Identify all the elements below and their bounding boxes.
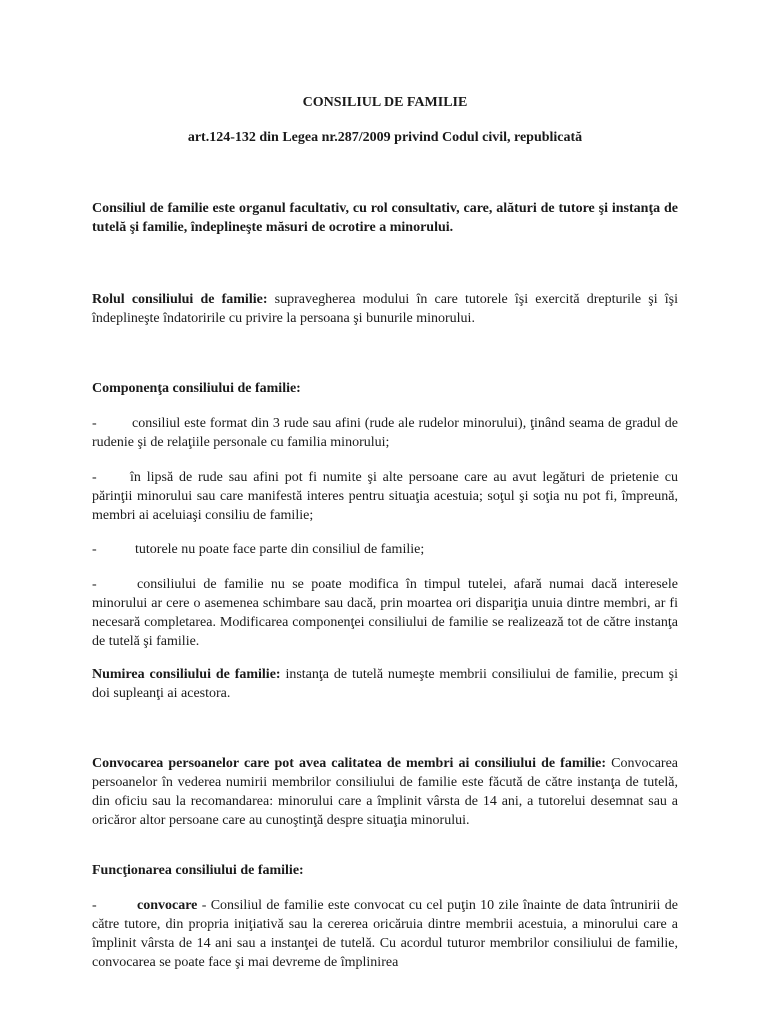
list-dash: - <box>92 577 97 592</box>
functionarea-item-1 <box>92 896 678 972</box>
rol-text: supravegherea modului în care tutorele îşi exercită drepturile şi îşi îndeplineşte îndatoririle cu privire la persoana şi bunurile minorului. <box>92 292 678 326</box>
document-page <box>92 0 678 1024</box>
rol-label: Rolul consiliului de familie: <box>92 292 268 307</box>
convocare-label: convocare <box>137 898 198 913</box>
componenta-item-3-text: tutorele nu poate face parte din consiliul de familie; <box>135 542 425 557</box>
list-dash: - <box>92 898 97 913</box>
componenta-item-4 <box>92 575 678 651</box>
convocarea-label: Convocarea persoanelor care pot avea calitatea de membri ai consiliului de familie: <box>92 756 607 771</box>
document-subtitle: art.124-132 din Legea nr.287/2009 privind Codul civil, republicată <box>187 130 583 145</box>
list-dash: - <box>92 416 97 431</box>
convocarea-paragraph <box>92 754 678 830</box>
functionarea-heading: Funcţionarea consiliului de familie: <box>92 863 304 878</box>
convocare-text: - Consiliul de familie este convocat cu cel puţin 10 zile înainte de data întrunirii de către tutore, din propria iniţiativă sau la cererea oricăruia dintre membrii acestuia, a minorului care a împlinit vârsta de 14 ani sau a instanţei de tutelă. Cu acordul tuturor membrilor consiliului de familie, convocarea se poate face şi mai devreme de împlinirea <box>92 898 678 970</box>
componenta-item-3 <box>92 540 678 559</box>
componenta-item-1 <box>92 414 678 452</box>
numirea-paragraph <box>92 665 678 703</box>
document-title: CONSILIUL DE FAMILIE <box>302 95 468 110</box>
intro-paragraph: Consiliul de familie este organul facultativ, cu rol consultativ, care, alături de tutore şi instanţa de tutelă şi familie, îndeplineşte măsuri de ocrotire a minorului. <box>92 201 678 235</box>
numirea-text: instanţa de tutelă numeşte membrii consiliului de familie, precum şi doi supleanţi ai acestora. <box>92 667 678 701</box>
numirea-label: Numirea consiliului de familie: <box>92 667 281 682</box>
componenta-item-2-text: în lipsă de rude sau afini pot fi numite şi alte persoane care au avut legături de prietenie cu părinţii minorului sau care manifestă interes pentru situaţia acestuia; soţul şi soţia nu pot fi, împreună, membri ai aceluiaşi consiliu de familie; <box>92 470 678 523</box>
componenta-item-2 <box>92 468 678 525</box>
list-dash: - <box>92 470 97 485</box>
rol-paragraph <box>92 290 678 328</box>
componenta-item-4-text: consiliului de familie nu se poate modifica în timpul tutelei, afară numai dacă interesele minorului ar cere o asemenea schimbare sau dacă, prin moartea ori dispariţia unuia dintre membri, ar fi necesară completarea. Modificarea componenţei consiliului de familie se realizează tot de către instanţa de tutelă şi familie. <box>92 577 678 649</box>
list-dash: - <box>92 542 97 557</box>
componenta-heading: Componenţa consiliului de familie: <box>92 381 301 396</box>
componenta-item-1-text: consiliul este format din 3 rude sau afini (rude ale rudelor minorului), ţinând seama de gradul de rudenie şi de relaţiile personale cu familia minorului; <box>92 416 678 450</box>
convocarea-text: Convocarea persoanelor în vederea numirii membrilor consiliului de familie este făcută de către instanţa de tutelă, din oficiu sau la recomandarea: minorului care a împlinit vârsta de 14 ani, a tutorelui desemnat sau a oricăror altor persoane care au cunoştinţă despre situaţia minorului. <box>92 756 678 828</box>
